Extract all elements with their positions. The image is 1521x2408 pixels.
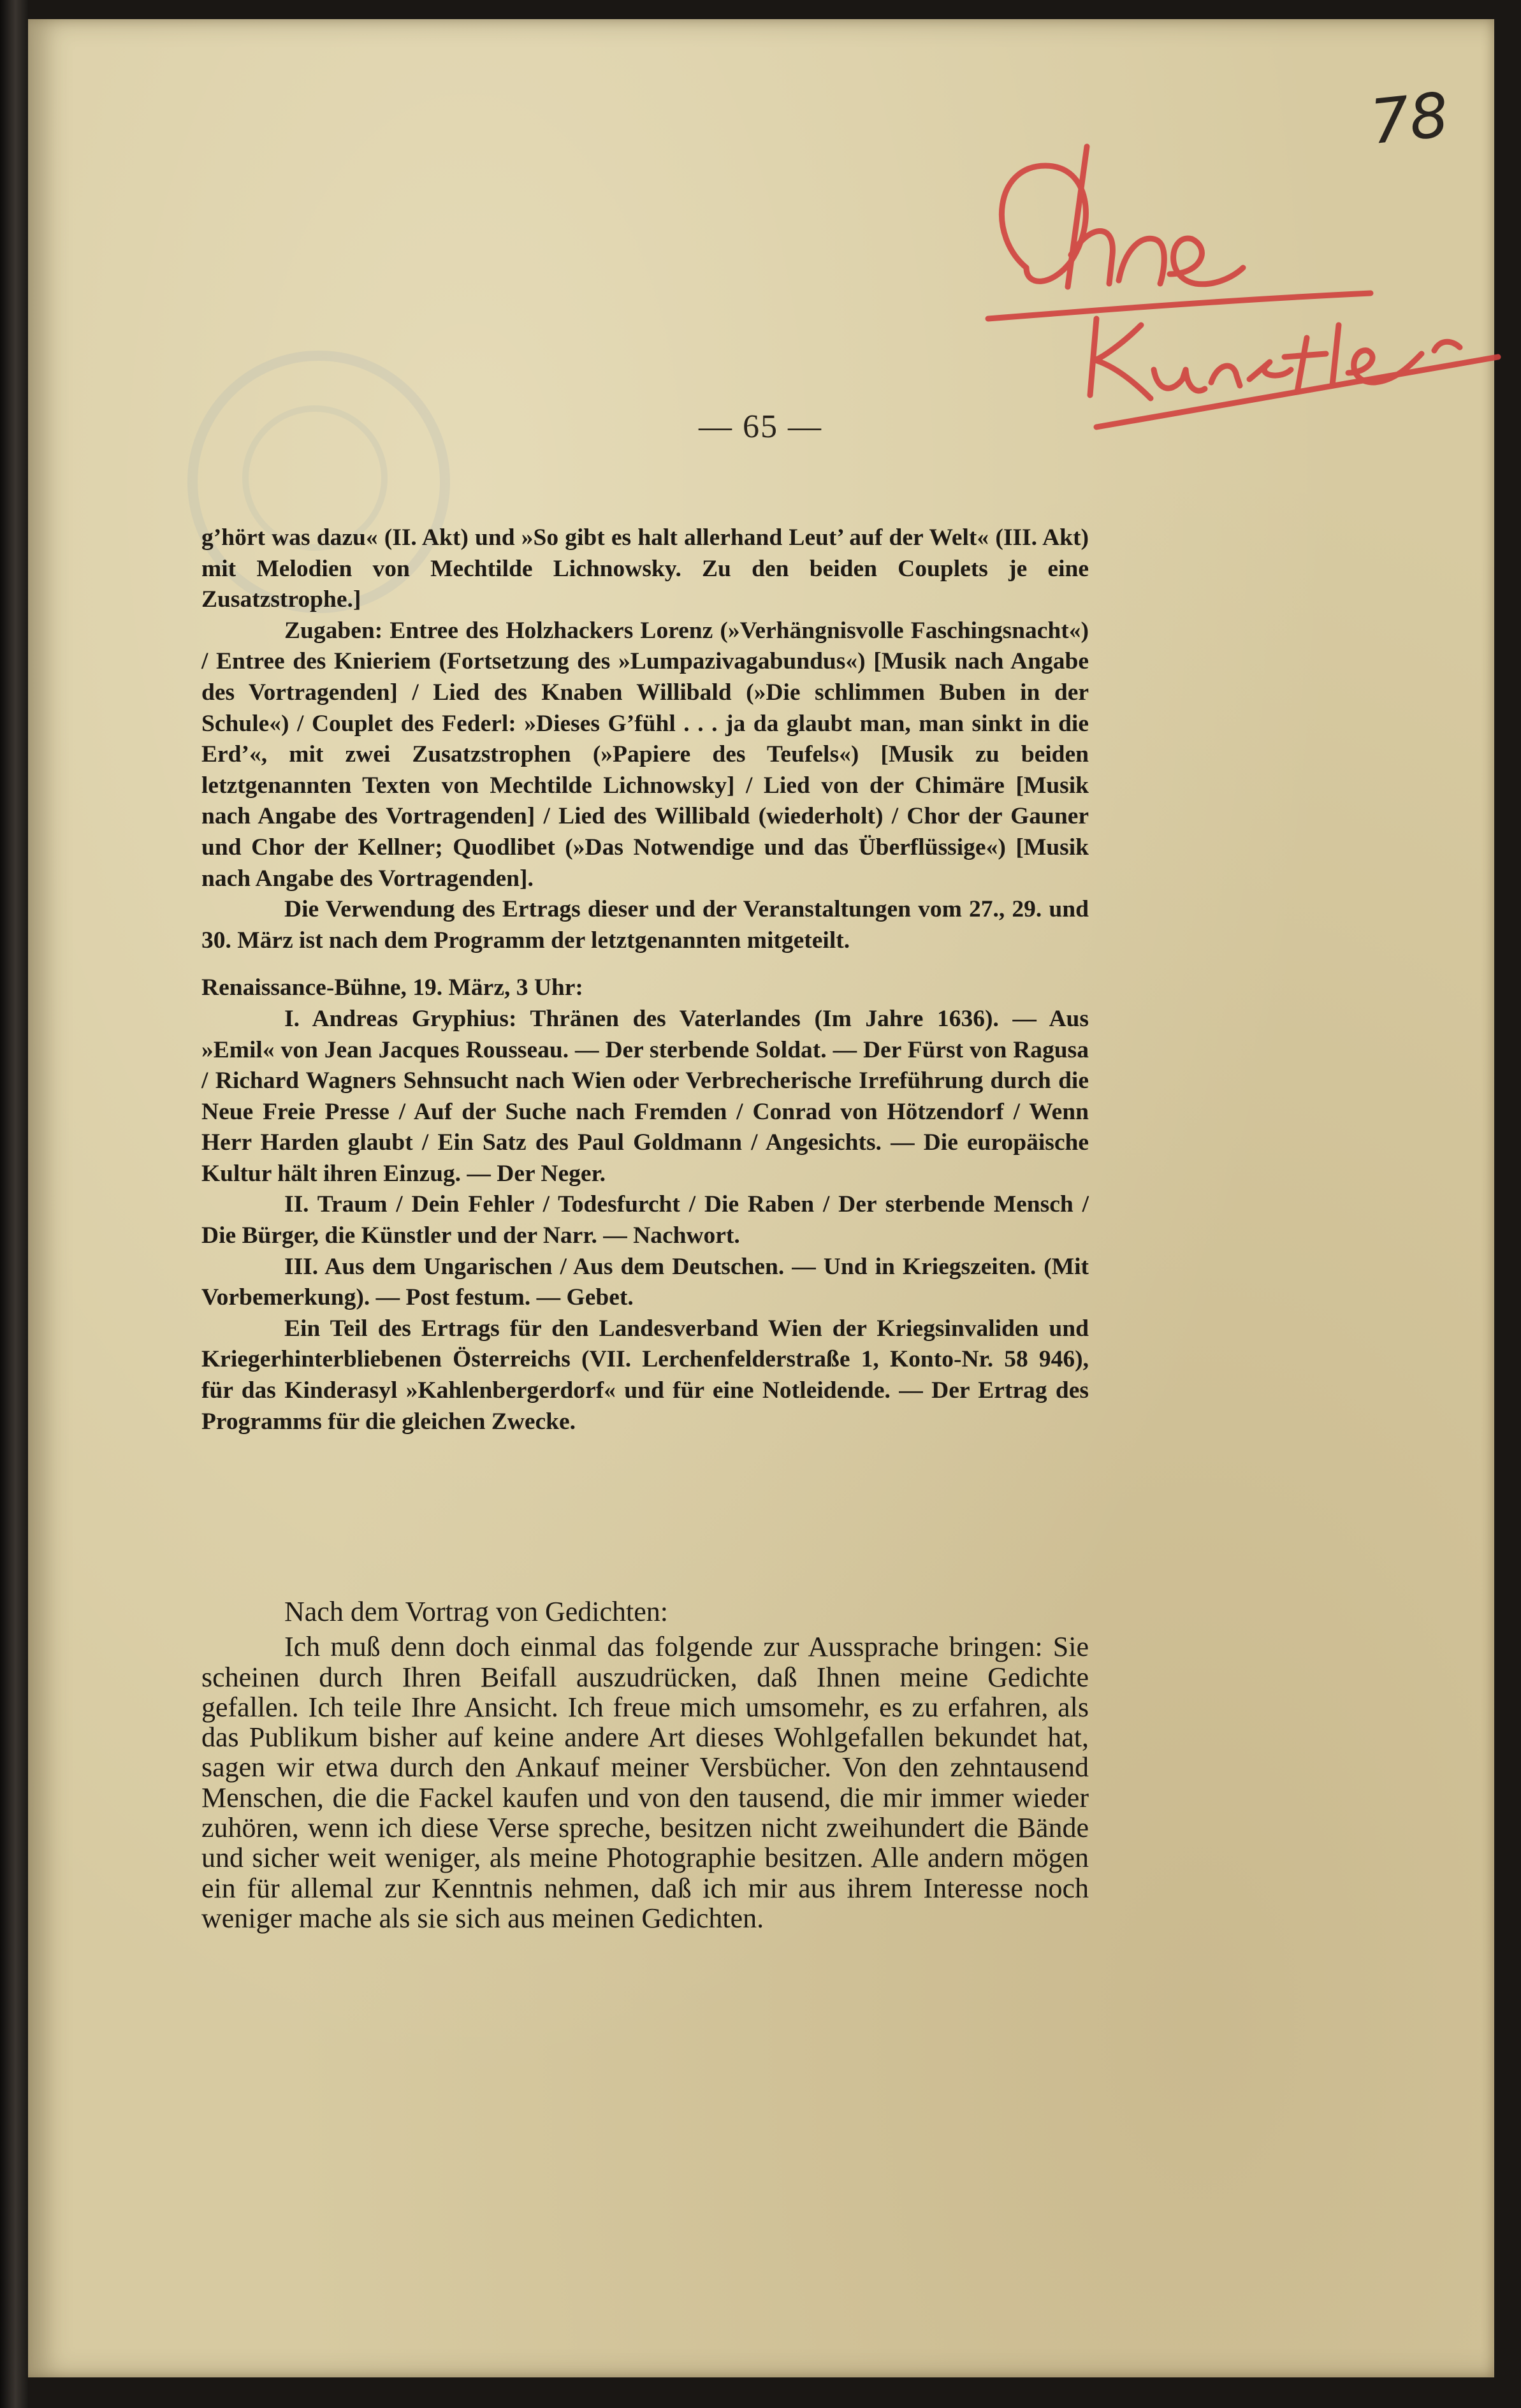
body-text — [201, 523, 1089, 1437]
program-part-1: I. Andreas Gryphius: Thränen des Vaterlandes (Im Jahre 1636). — Aus »Emil« von Jean Jacques Rousseau. — Der sterbende Soldat. — Der Fürst von Ragusa / Richard Wagners Sehnsucht nach Wien oder Verbrecherische Irreführung durch die Neue Freie Presse / Auf der Suche nach Fremden / Conrad von Hötzendorf / Wenn Herr Harden glaubt / Ein Satz des Paul Goldmann / Angesichts. — Die europäische Kultur hält ihren Einzug. — Der Neger. — [201, 1005, 1089, 1187]
speech-heading: Nach dem Vortrag von Gedichten: — [284, 1596, 668, 1627]
book-binding-edge — [0, 0, 28, 2408]
paragraph-ertrag: Ein Teil des Ertrags für den Landesverband Wien der Kriegsinvaliden und Kriegerhinterbliebenen Österreichs (VII. Lerchenfelderstraße 1, Konto-Nr. 58 946), für das Kinderasyl »Kahlenbergerdorf« und für eine Notleidende. — Der Ertrag des Programms für die gleichen Zwecke. — [201, 1315, 1089, 1435]
event-heading: Renaissance-Bühne, 19. März, 3 Uhr: — [201, 975, 583, 1001]
paragraph-verwendung: Die Verwendung des Ertrags dieser und der Veranstaltungen vom 27., 29. und 30. März ist nach dem Programm der letztgenannten mitgeteilt. — [201, 896, 1089, 954]
paragraph-zugaben: Zugaben: Entree des Holzhackers Lorenz (»Verhängnisvolle Faschingsnacht«) / Entree des Knieriem (Fortsetzung des »Lumpazivagabundus«) [Musik nach Angabe des Vortragenden] / Lied des Knaben Willibald (»Die schlimmen Buben in der Schule«) / Couplet des Federl: »Dieses G’fühl . . . ja da glaubt man, man sinkt in die Erd’«, mit zwei Zusatzstrophen (»Papiere des Teufels«) [Musik zu beiden letztgenannten Texten von Mechtilde Lichnowsky] / Lied von der Chimäre [Musik nach Angabe des Vortragenden] / Lied des Willibald (wiederholt) / Chor der Gauner und Chor der Kellner; Quodlibet (»Das Notwendige und das Überflüssige«) [Musik nach Angabe des Vortragenden]. — [201, 617, 1089, 892]
speech-section — [201, 1597, 1089, 1933]
folio-mark: 78 — [1367, 78, 1452, 159]
program-part-2: II. Traum / Dein Fehler / Todesfurcht / Die Raben / Der sterbende Mensch / Die Bürger, die Künstler und der Narr. — Nachwort. — [201, 1191, 1089, 1249]
program-part-3: III. Aus dem Ungarischen / Aus dem Deutschen. — Und in Kriegszeiten. (Mit Vorbemerkung). — Post festum. — Gebet. — [201, 1253, 1089, 1311]
page-number: — 65 — — [699, 409, 822, 445]
paragraph-continuation: g’hört was dazu« (II. Akt) und »So gibt es halt allerhand Leut’ auf der Welt« (III. Akt) mit Melodien von Mechtilde Lichnowsky. Zu den beiden Couplets je eine Zusatzstrophe.] — [201, 525, 1089, 613]
speech-paragraph: Ich muß denn doch einmal das folgende zur Aussprache bringen: Sie scheinen durch Ihren Beifall auszudrücken, daß Ihnen meine Gedichte gefallen. Ich teile Ihre Ansicht. Ich freue mich umsomehr, es zu erfahren, als das Publikum bisher auf keine andere Art dieses Wohlgefallen bekundet hat, sagen wir etwa durch den Ankauf meiner Versbücher. Von den zehntausend Menschen, die die Fackel kaufen und von den tausend, die mir immer wieder zuhören, wenn ich diese Verse spreche, besitzen nicht zweihundert die Bände und sicher weit weniger, als meine Photographie besitzen. Alle andern mögen ein für allemal zur Kenntnis nehmen, daß ich mir aus ihrem Interesse noch weniger mache als sie sich aus meinen Gedichten. — [201, 1631, 1089, 1934]
